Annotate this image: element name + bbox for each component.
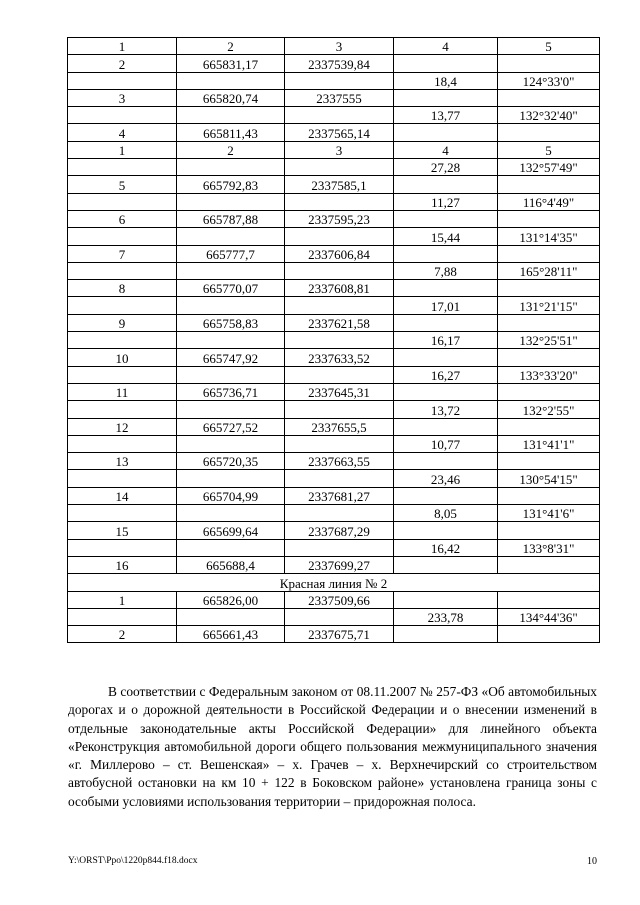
table-cell xyxy=(498,626,600,643)
table-cell xyxy=(177,228,285,245)
table-cell: 8,05 xyxy=(394,505,498,522)
table-row xyxy=(68,487,600,504)
table-cell xyxy=(394,626,498,643)
table-cell xyxy=(498,349,600,366)
table-cell: 6 xyxy=(68,210,177,227)
table-cell: 15,44 xyxy=(394,228,498,245)
table-cell: 8 xyxy=(68,280,177,297)
table-cell xyxy=(285,72,394,89)
table-row xyxy=(68,505,600,522)
table-row xyxy=(68,539,600,556)
table-row xyxy=(68,124,600,141)
table-cell: 3 xyxy=(285,38,394,55)
table-cell xyxy=(498,453,600,470)
table-cell: 1 xyxy=(68,591,177,608)
table-cell xyxy=(498,487,600,504)
table-cell xyxy=(394,522,498,539)
table-cell xyxy=(177,262,285,279)
table-cell: 4 xyxy=(394,141,498,158)
table-cell: 2337539,84 xyxy=(285,55,394,72)
table-cell xyxy=(285,297,394,314)
table-cell: 23,46 xyxy=(394,470,498,487)
table-cell: 2337699,27 xyxy=(285,556,394,573)
table-row xyxy=(68,262,600,279)
table-cell xyxy=(68,539,177,556)
table-cell: 27,28 xyxy=(394,159,498,176)
table-cell: 2337565,14 xyxy=(285,124,394,141)
table-row xyxy=(68,72,600,89)
table-cell: 16,17 xyxy=(394,332,498,349)
table-cell xyxy=(68,470,177,487)
table-cell xyxy=(394,210,498,227)
table-cell xyxy=(498,556,600,573)
table-cell xyxy=(285,401,394,418)
table-row xyxy=(68,245,600,262)
table-cell xyxy=(285,159,394,176)
table-cell xyxy=(285,193,394,210)
table-cell xyxy=(394,314,498,331)
table-cell: 2337655,5 xyxy=(285,418,394,435)
table-cell xyxy=(498,280,600,297)
table-cell xyxy=(177,435,285,452)
table-cell xyxy=(394,383,498,400)
table-cell xyxy=(394,124,498,141)
table-row xyxy=(68,470,600,487)
table-row xyxy=(68,176,600,193)
table-cell xyxy=(394,591,498,608)
table-cell: 132°2'55" xyxy=(498,401,600,418)
table-cell xyxy=(177,470,285,487)
table-cell: 2337663,55 xyxy=(285,453,394,470)
table-cell: 2337585,1 xyxy=(285,176,394,193)
table-cell: 665820,74 xyxy=(177,89,285,106)
table-cell xyxy=(68,505,177,522)
table-row xyxy=(68,383,600,400)
table-row xyxy=(68,332,600,349)
table-row xyxy=(68,89,600,106)
table-cell xyxy=(394,245,498,262)
table-cell: 12 xyxy=(68,418,177,435)
table-row xyxy=(68,366,600,383)
table-cell: 233,78 xyxy=(394,608,498,625)
table-cell: 7,88 xyxy=(394,262,498,279)
body-paragraph: В соответствии с Федеральным законом от 08.11.2007 № 257-ФЗ «Об автомобильных дорогах и о дорожной деятельности в Российской Федерации и о внесении изменений в отдельные законодательные акты Российской Федерации» для линейного объекта «Реконструкция автомобильной дороги общего пользования межмуниципального значения «г. Миллерово – ст. Вешенская» – х. Грачев – х. Верхнечирский со строительством автобусной остановки на км 10 + 122 в Боковском районе» установлена граница зоны с особыми условиями использования территории – придорожная полоса. xyxy=(68,684,597,809)
table-cell: 133°8'31" xyxy=(498,539,600,556)
table-cell: 124°33'0" xyxy=(498,72,600,89)
table-cell xyxy=(177,608,285,625)
table-cell xyxy=(68,608,177,625)
table-row xyxy=(68,418,600,435)
table-cell xyxy=(394,418,498,435)
table-row xyxy=(68,210,600,227)
table-cell: 665787,88 xyxy=(177,210,285,227)
table-cell xyxy=(68,332,177,349)
table-cell: 2337608,81 xyxy=(285,280,394,297)
table-cell: 2337509,66 xyxy=(285,591,394,608)
table-cell: 4 xyxy=(394,38,498,55)
table-cell: 1 xyxy=(68,141,177,158)
table-cell xyxy=(498,314,600,331)
table-cell xyxy=(498,418,600,435)
table-cell xyxy=(394,487,498,504)
table-cell: 5 xyxy=(498,141,600,158)
table-cell: 2337645,31 xyxy=(285,383,394,400)
table-cell: 13,72 xyxy=(394,401,498,418)
table-cell: 134°44'36" xyxy=(498,608,600,625)
table-cell: 1 xyxy=(68,38,177,55)
table-cell: 165°28'11" xyxy=(498,262,600,279)
table-cell xyxy=(394,55,498,72)
table-cell xyxy=(394,556,498,573)
table-row xyxy=(68,349,600,366)
table-cell xyxy=(394,349,498,366)
table-cell: 16 xyxy=(68,556,177,573)
table-cell xyxy=(394,176,498,193)
table-cell: 15 xyxy=(68,522,177,539)
table-row xyxy=(68,38,600,55)
table-row xyxy=(68,193,600,210)
table-row xyxy=(68,591,600,608)
table-row xyxy=(68,228,600,245)
table-cell xyxy=(498,591,600,608)
table-cell: 2 xyxy=(177,38,285,55)
table-cell: 132°25'51" xyxy=(498,332,600,349)
table-cell xyxy=(285,228,394,245)
table-cell: 665736,71 xyxy=(177,383,285,400)
coordinates-table xyxy=(67,37,600,643)
table-row xyxy=(68,280,600,297)
table-cell xyxy=(498,55,600,72)
table-cell: 2337687,29 xyxy=(285,522,394,539)
table-cell xyxy=(285,332,394,349)
table-cell: 665826,00 xyxy=(177,591,285,608)
table-row xyxy=(68,453,600,470)
table-cell: 2 xyxy=(68,55,177,72)
table-cell xyxy=(394,89,498,106)
table-cell xyxy=(285,539,394,556)
table-row xyxy=(68,107,600,124)
table-cell xyxy=(285,107,394,124)
table-cell: 9 xyxy=(68,314,177,331)
table-cell xyxy=(177,332,285,349)
table-cell xyxy=(177,366,285,383)
table-cell xyxy=(498,124,600,141)
table-cell xyxy=(68,228,177,245)
table-cell: 665831,17 xyxy=(177,55,285,72)
table-row xyxy=(68,435,600,452)
table-cell: 116°4'49" xyxy=(498,193,600,210)
table-row xyxy=(68,574,600,591)
table-cell xyxy=(498,210,600,227)
table-cell: 5 xyxy=(498,38,600,55)
table-cell: 665758,83 xyxy=(177,314,285,331)
table-cell xyxy=(68,159,177,176)
table-cell xyxy=(68,262,177,279)
table-cell: 133°33'20" xyxy=(498,366,600,383)
table-cell xyxy=(285,608,394,625)
table-cell: 2337606,84 xyxy=(285,245,394,262)
table-cell xyxy=(498,522,600,539)
table-cell xyxy=(68,193,177,210)
table-cell: 11 xyxy=(68,383,177,400)
table-cell: 10,77 xyxy=(394,435,498,452)
table-cell: 665699,64 xyxy=(177,522,285,539)
table-row xyxy=(68,297,600,314)
table-cell xyxy=(498,89,600,106)
table-cell: 665704,99 xyxy=(177,487,285,504)
table-cell: 3 xyxy=(68,89,177,106)
table-cell: 131°41'1" xyxy=(498,435,600,452)
table-cell xyxy=(394,453,498,470)
table-cell xyxy=(285,470,394,487)
table-cell xyxy=(177,107,285,124)
table-cell xyxy=(394,280,498,297)
table-cell: 5 xyxy=(68,176,177,193)
table-cell: 665727,52 xyxy=(177,418,285,435)
table-cell: 13,77 xyxy=(394,107,498,124)
table-cell: 131°14'35" xyxy=(498,228,600,245)
table-cell xyxy=(177,505,285,522)
table-cell: 665777,7 xyxy=(177,245,285,262)
table-cell xyxy=(498,383,600,400)
table-cell: 665720,35 xyxy=(177,453,285,470)
footer-file-path: Y:\ORST\Ppo\1220p844.f18.docx xyxy=(68,856,198,866)
table-cell xyxy=(498,176,600,193)
table-cell: 2337681,27 xyxy=(285,487,394,504)
table-cell: 2337595,23 xyxy=(285,210,394,227)
table-cell xyxy=(177,72,285,89)
table-row xyxy=(68,141,600,158)
table-cell: 2337633,52 xyxy=(285,349,394,366)
table-cell xyxy=(68,107,177,124)
table-cell xyxy=(498,245,600,262)
table-row xyxy=(68,159,600,176)
table-cell: 14 xyxy=(68,487,177,504)
table-cell: 7 xyxy=(68,245,177,262)
footer-page-number: 10 xyxy=(587,856,597,867)
table-cell xyxy=(177,193,285,210)
table-cell xyxy=(68,297,177,314)
table-cell: 2337555 xyxy=(285,89,394,106)
table-row xyxy=(68,522,600,539)
table-cell xyxy=(68,366,177,383)
table-section-heading: Красная линия № 2 xyxy=(68,574,600,591)
table-cell: 132°32'40" xyxy=(498,107,600,124)
table-cell: 2 xyxy=(177,141,285,158)
table-cell xyxy=(177,539,285,556)
table-cell xyxy=(177,401,285,418)
table-cell: 665747,92 xyxy=(177,349,285,366)
table-cell: 4 xyxy=(68,124,177,141)
table-cell: 17,01 xyxy=(394,297,498,314)
table-cell xyxy=(177,297,285,314)
table-cell: 132°57'49" xyxy=(498,159,600,176)
table-cell: 2337675,71 xyxy=(285,626,394,643)
table-cell: 131°41'6" xyxy=(498,505,600,522)
table-cell: 665811,43 xyxy=(177,124,285,141)
table-row xyxy=(68,401,600,418)
table-cell: 665770,07 xyxy=(177,280,285,297)
table-row xyxy=(68,55,600,72)
table-cell xyxy=(68,435,177,452)
table-cell: 665688,4 xyxy=(177,556,285,573)
table-cell xyxy=(285,505,394,522)
table-cell: 10 xyxy=(68,349,177,366)
table-cell xyxy=(285,262,394,279)
table-cell: 2 xyxy=(68,626,177,643)
table-cell xyxy=(68,401,177,418)
table-cell: 16,42 xyxy=(394,539,498,556)
table-row xyxy=(68,608,600,625)
table-row xyxy=(68,314,600,331)
table-cell: 665661,43 xyxy=(177,626,285,643)
table-cell: 13 xyxy=(68,453,177,470)
table-cell: 2337621,58 xyxy=(285,314,394,331)
table-cell: 665792,83 xyxy=(177,176,285,193)
table-row xyxy=(68,626,600,643)
table-cell: 131°21'15" xyxy=(498,297,600,314)
table-cell: 18,4 xyxy=(394,72,498,89)
table-row xyxy=(68,556,600,573)
table-cell xyxy=(68,72,177,89)
table-cell: 16,27 xyxy=(394,366,498,383)
table-cell xyxy=(285,435,394,452)
table-cell: 130°54'15" xyxy=(498,470,600,487)
table-cell xyxy=(285,366,394,383)
table-cell xyxy=(177,159,285,176)
table-cell: 3 xyxy=(285,141,394,158)
table-cell: 11,27 xyxy=(394,193,498,210)
